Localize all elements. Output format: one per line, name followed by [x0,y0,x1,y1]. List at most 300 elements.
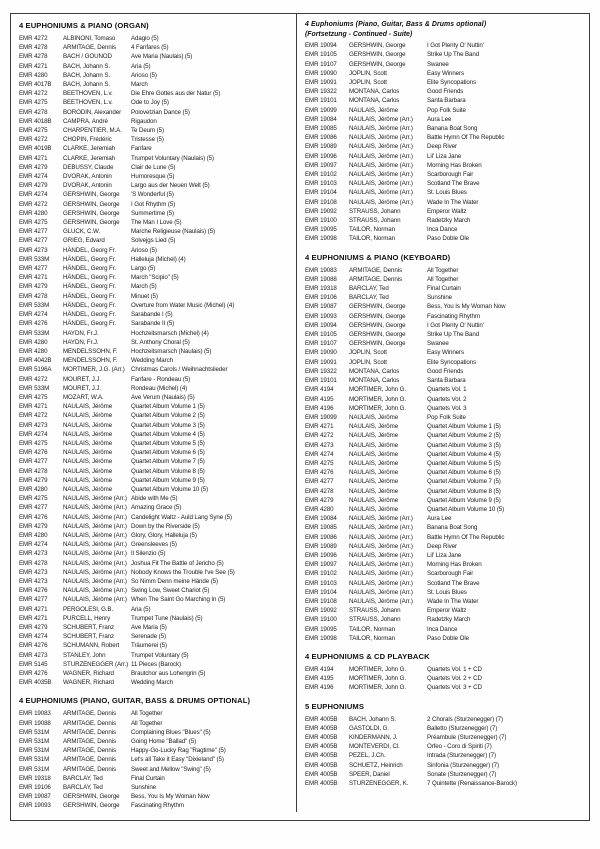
piece-title: Strike Up The Band [427,51,480,59]
piece-title: Quartets Vol. 2 + CD [427,675,482,683]
piece-title: Ave Maria (5) [131,624,167,631]
composer-name: SPEER, Daniel [349,770,390,778]
catalog-row [19,586,293,595]
emr-number: EMR 19086 [305,533,337,541]
catalog-row [19,393,293,402]
emr-number: EMR 19096 [305,152,337,160]
emr-number: EMR 4275 [305,459,334,467]
catalog-row [305,505,583,514]
emr-number: EMR 4275 [19,439,48,447]
catalog-row [305,60,583,69]
catalog-row [305,133,583,142]
piece-title: Wedding March [131,357,173,365]
piece-title: Sarabande I (5) [131,311,173,319]
catalog-row [19,338,293,347]
piece-title: Il Silenzio (5) [131,550,166,558]
emr-number: EMR 19086 [305,134,337,142]
right-column [305,19,583,788]
catalog-row [19,154,293,163]
piece-title: Good Friends [427,88,464,96]
emr-number: EMR 19101 [305,97,337,105]
emr-number: EMR 4274 [19,541,48,549]
catalog-row [19,801,293,810]
piece-title: St. Louis Blues [427,189,467,197]
composer-name: TAILOR, Norman [349,634,395,642]
section-rows [305,266,583,643]
catalog-row [305,724,583,733]
catalog-row [19,402,293,411]
emr-number: EMR 4279 [19,283,48,291]
composer-name: NAULAIS, Jérôme (Arr.) [63,531,127,539]
piece-title: Balletto (Sturzenegger) (7) [427,724,498,732]
catalog-row [19,457,293,466]
composer-name: NAULAIS, Jérôme [349,441,399,449]
catalog-row [305,560,583,569]
piece-title: Quartets Vol. 2 [427,395,467,403]
page-frame [10,13,590,821]
catalog-row [19,292,293,301]
composer-name: HÄNDEL, Georg Fr. [63,283,116,291]
emr-number: EMR 4277 [19,228,48,236]
composer-name: HÄNDEL, Georg Fr. [63,246,116,254]
catalog-row [305,523,583,532]
emr-number: EMR 4273 [19,550,48,558]
piece-title: Banana Boat Song [427,125,478,133]
emr-number: EMR 19084 [305,115,337,123]
emr-number: EMR 4276 [19,670,48,678]
catalog-row [305,606,583,615]
piece-title: Lil' Liza Jane [427,152,462,160]
emr-number: EMR 4276 [19,642,48,650]
piece-title: Quartet Album Volume 1 (5) [427,423,501,431]
piece-title: Te Deum (5) [131,127,164,135]
piece-title: All Together [131,719,163,727]
composer-name: MORTIMER, John G. [349,684,406,692]
catalog-row [19,347,293,356]
composer-name: MORTIMER, John G. [349,395,406,403]
emr-number: EMR 4195 [305,675,334,683]
composer-name: MORTIMER, John G. [349,665,406,673]
piece-title: Quartets Vol. 3 [427,404,467,412]
catalog-row [19,623,293,632]
catalog-row [19,632,293,641]
section-title: 5 EUPHONIUMS [305,701,365,711]
piece-title: Abide with Me (5) [131,495,178,503]
composer-name: GERSHWIN, George [63,802,120,810]
piece-title: Quartet Album Volume 7 (5) [131,458,205,466]
composer-name: MONTANA, Carlos [349,88,400,96]
emr-number: EMR 4280 [19,531,48,539]
piece-title: Serenade (5) [131,633,166,641]
composer-name: STRAUSS, Johann [349,607,401,615]
catalog-row [19,255,293,264]
piece-title: Quartet Album Volume 10 (5) [427,505,505,513]
catalog-row [19,98,293,107]
emr-number: EMR 19106 [305,294,337,302]
piece-title: Quartet Album Volume 6 (5) [427,469,501,477]
emr-number: EMR 19097 [305,161,337,169]
catalog-row [19,651,293,660]
catalog-section [305,702,583,789]
catalog-row [305,634,583,643]
composer-name: NAULAIS, Jérôme (Arr.) [349,161,413,169]
catalog-row [19,181,293,190]
emr-number: EMR 19100 [305,217,337,225]
emr-number: EMR 4274 [19,633,48,641]
composer-name: ARMITAGE, Dennis [63,710,116,718]
piece-title: Complaining Blues "Blues" (5) [131,728,211,736]
catalog-row [305,170,583,179]
piece-title: Trumpet Voluntary (Naulais) (5) [131,154,214,162]
catalog-row [19,678,293,687]
piece-title: Emperor Waltz [427,607,467,615]
emr-number: EMR 4273 [19,246,48,254]
emr-number: EMR 4035B [19,679,52,687]
composer-name: HÄNDEL, Georg Fr. [63,301,116,309]
composer-name: JOPLIN, Scott [349,69,387,77]
catalog-row [305,514,583,523]
composer-name: GERSHWIN, George [63,191,120,199]
piece-title: Paso Doble Ole [427,235,469,243]
piece-title: March (5) [131,283,157,291]
emr-number: EMR 5145 [19,660,48,668]
piece-title: Happy-Go-Lucky Rag "Ragtime" (5) [131,747,226,755]
emr-number: EMR 4274 [305,450,334,458]
emr-number: EMR 4005B [305,752,338,760]
section-title: 4 EUPHONIUMS & CD PLAYBACK [305,651,430,661]
composer-name: GERSHWIN, George [63,209,120,217]
emr-number: EMR 19108 [305,597,337,605]
catalog-row [305,683,583,692]
piece-title: Amazing Grace (5) [131,504,182,512]
composer-name: GASTOLDI, G. [349,724,389,732]
piece-title: Sinfonia (Sturzenegger) (7) [427,761,499,769]
emr-number: EMR 19101 [305,377,337,385]
composer-name: NAULAIS, Jérôme (Arr.) [349,561,413,569]
catalog-row [19,792,293,801]
catalog-row [19,559,293,568]
composer-name: MORTIMER, John G. [349,404,406,412]
composer-name: ARMITAGE, Dennis [63,719,116,727]
catalog-row [305,330,583,339]
emr-number: EMR 19085 [305,125,337,133]
catalog-row [19,264,293,273]
emr-number: EMR 4271 [19,274,48,282]
catalog-row [19,755,293,764]
piece-title: Summertime (5) [131,209,174,217]
composer-name: JOPLIN, Scott [349,79,387,86]
section-title: 4 EUPHONIUMS & PIANO (KEYBOARD) [305,252,451,262]
piece-title: Easy Winners [427,349,464,357]
piece-title: Quartet Album Volume 7 (5) [427,478,501,486]
piece-title: Deep River [427,542,457,550]
emr-number: EMR 19090 [305,349,337,357]
composer-name: STURZENEGGER, K. [349,780,409,788]
composer-name: ARMITAGE, Dennis [63,728,116,736]
piece-title: I Got Rhythm (5) [131,200,176,208]
catalog-row [19,218,293,227]
emr-number: EMR 4271 [19,605,48,613]
emr-number: EMR 4274 [19,191,48,199]
piece-title: Strike Up The Band [427,331,480,339]
composer-name: NAULAIS, Jérôme [349,106,399,114]
emr-number: EMR 19102 [305,171,337,179]
catalog-row [19,43,293,52]
emr-number: EMR 531M [19,756,50,764]
catalog-row [19,660,293,669]
catalog-row [305,733,583,742]
emr-number: EMR 4196 [305,404,334,412]
emr-number: EMR 4194 [305,665,334,673]
piece-title: Arioso (5) [131,246,157,254]
composer-name: NAULAIS, Jérôme [349,432,399,440]
catalog-row [19,485,293,494]
emr-number: EMR 4275 [19,495,48,503]
catalog-row [19,375,293,384]
composer-name: NAULAIS, Jérôme [349,487,399,495]
piece-title: Overture from Water Music (Michel) (4) [131,301,235,309]
composer-name: SCHUETZ, Heinrich [349,761,403,769]
emr-number: EMR 4005B [305,780,338,788]
emr-number: EMR 19104 [305,189,337,197]
piece-title: Quartet Album Volume 3 (5) [427,441,501,449]
emr-number: EMR 4280 [305,505,334,513]
catalog-row [19,513,293,522]
composer-name: NAULAIS, Jérôme (Arr.) [349,143,413,151]
composer-name: HÄNDEL, Georg Fr. [63,292,116,300]
composer-name: KINDERMANN, J. [349,734,398,741]
emr-number: EMR 4005B [305,734,338,741]
composer-name: MORTIMER, J.G. (Arr.) [63,366,125,374]
section-title: 4 EUPHONIUMS (PIANO, GUITAR, BASS & DRUMS OPTIONAL) [19,696,251,706]
catalog-row [305,50,583,59]
emr-number: EMR 4005B [305,770,338,778]
section-rows [19,34,293,687]
emr-number: EMR 19085 [305,524,337,532]
piece-title: Ave Maria (Naulais) (5) [131,53,193,61]
piece-title: Wade In The Water [427,597,479,605]
catalog-row [305,761,583,770]
piece-title: Quartet Album Volume 4 (5) [131,430,205,438]
emr-number: EMR 4279 [19,163,48,171]
piece-title: Scotland The Brave [427,579,480,587]
piece-title: Bess, You Is My Woman Now [427,303,506,311]
section-title: 4 EUPHONIUMS & PIANO (ORGAN) [19,21,149,30]
piece-title: Hochzeitsmarsch (Michel) (4) [131,329,209,337]
catalog-row [19,209,293,218]
composer-name: STRAUSS, Johann [349,207,401,215]
piece-title: St. Louis Blues [427,588,467,596]
catalog-row [19,356,293,365]
piece-title: Préambule (Sturzenegger) (7) [427,734,507,741]
piece-title: Humoresque (5) [131,173,175,181]
emr-number: EMR 4276 [19,587,48,595]
catalog-row [305,665,583,674]
composer-name: ARMITAGE, Dennis [63,756,116,764]
piece-title: St. Anthony Choral (5) [131,338,190,346]
catalog-row [305,770,583,779]
catalog-row [305,404,583,413]
composer-name: GERSHWIN, George [349,331,406,339]
emr-number: EMR 19091 [305,79,337,86]
piece-title: Quartet Album Volume 3 (5) [131,421,205,429]
emr-number: EMR 531M [19,765,50,773]
piece-title: Pop Folk Suite [427,413,466,421]
composer-name: NAULAIS, Jérôme (Arr.) [349,524,413,532]
piece-title: March "Scipio" (5) [131,274,179,282]
emr-number: EMR 4278 [19,108,48,116]
composer-name: GERSHWIN, George [349,303,406,311]
catalog-row [305,216,583,225]
emr-number: EMR 19103 [305,180,337,188]
piece-title: Scotland The Brave [427,180,480,188]
composer-name: MONTEVERDI, Cl. [349,743,400,751]
piece-title: Elite Syncopations [427,358,477,366]
piece-title: Tristesse (5) [131,136,164,144]
piece-title: Swing Low, Sweet Chariot (5) [131,587,210,595]
catalog-row [19,144,293,153]
composer-name: BARCLAY, Ted [349,285,389,293]
piece-title: Rondeau (Michel) (4) [131,384,188,392]
piece-title: So Nimm Denn meine Hände (5) [131,577,218,585]
catalog-row [305,459,583,468]
composer-name: NAULAIS, Jérôme (Arr.) [63,559,127,567]
composer-name: HAYDN, Fr.J. [63,338,99,346]
piece-title: Battle Hymn Of The Republic [427,134,505,142]
composer-name: GLUCK, C.W. [63,228,101,236]
emr-number: EMR 4280 [19,347,48,355]
composer-name: NAULAIS, Jérôme [63,449,113,457]
emr-number: EMR 4017B [19,81,52,89]
piece-title: Elite Syncopations [427,79,477,86]
composer-name: GERSHWIN, George [63,793,120,801]
catalog-row [19,709,293,718]
piece-title: Quartet Album Volume 8 (5) [131,467,205,475]
composer-name: BACH, Johann S. [63,71,110,79]
composer-name: NAULAIS, Jérôme (Arr.) [349,579,413,587]
catalog-row [305,207,583,216]
catalog-row [19,227,293,236]
piece-title: The Man I Love (5) [131,219,182,227]
emr-number: EMR 4277 [19,596,48,604]
catalog-row [305,533,583,542]
piece-title: Greensleeves (5) [131,541,177,549]
composer-name: BACH, Johann S. [349,715,396,723]
composer-name: NAULAIS, Jérôme (Arr.) [349,570,413,578]
composer-name: GERSHWIN, George [349,340,406,348]
composer-name: MORTIMER, John G. [349,675,406,683]
piece-title: Santa Barbara [427,97,466,105]
piece-title: Quartets Vol. 3 + CD [427,684,482,692]
composer-name: HÄNDEL, Georg Fr. [63,265,116,273]
catalog-row [19,365,293,374]
catalog-row [19,494,293,503]
composer-name: HAYDN, Fr.J. [63,329,99,337]
catalog-row [19,430,293,439]
catalog-row [19,411,293,420]
catalog-row [305,376,583,385]
catalog-row [305,542,583,551]
composer-name: SCHUBERT, Franz [63,633,114,641]
piece-title: Quartet Album Volume 4 (5) [427,450,501,458]
catalog-row [19,126,293,135]
catalog-row [19,62,293,71]
emr-number: EMR 4279 [19,522,48,530]
catalog-row [19,80,293,89]
catalog-row [19,273,293,282]
piece-title: Scarborough Fair [427,171,474,179]
composer-name: CHOPIN, Frédéric [63,136,112,144]
piece-title: Adagio (5) [131,35,159,42]
piece-title: Christmas Carols / Weihnachtslieder [131,366,228,374]
emr-number: EMR 19088 [305,275,337,283]
piece-title: Orfeo - Coro di Spiriti (7) [427,743,492,751]
catalog-row [19,236,293,245]
section-subtitle: (Fortsetzung - Continued - Suite) [305,30,413,38]
piece-title: March [131,81,148,89]
catalog-section [19,21,293,687]
piece-title: Sunshine [131,784,157,792]
composer-name: BARCLAY, Ted [63,774,103,782]
composer-name: GERSHWIN, George [349,42,406,50]
composer-name: GERSHWIN, George [349,60,406,68]
emr-number: EMR 4271 [305,423,334,431]
catalog-row [305,779,583,788]
piece-title: 2 Chorals (Sturzenegger) (7) [427,715,503,723]
piece-title: Brautchor aus Lohengrin (5) [131,670,206,678]
piece-title: Quartet Album Volume 8 (5) [427,487,501,495]
emr-number: EMR 4280 [19,485,48,493]
composer-name: NAULAIS, Jérôme [63,458,113,466]
composer-name: JOPLIN, Scott [349,349,387,357]
catalog-row [19,522,293,531]
emr-number: EMR 533M [19,329,50,337]
piece-title: Sweet and Mellow "Swing" (5) [131,765,211,773]
catalog-row [305,674,583,683]
emr-number: EMR 4005B [305,724,338,732]
emr-number: EMR 19104 [305,588,337,596]
catalog-row [305,569,583,578]
composer-name: NAULAIS, Jérôme (Arr.) [349,125,413,133]
emr-number: EMR 4278 [19,559,48,567]
composer-name: WAGNER, Richard [63,679,114,687]
emr-number: EMR 4277 [305,478,334,486]
emr-number: EMR 19083 [19,710,51,718]
catalog-row [305,579,583,588]
emr-number: EMR 4275 [19,127,48,135]
piece-title: Banana Boat Song [427,524,478,532]
catalog-row [305,106,583,115]
emr-number: EMR 19102 [305,570,337,578]
emr-number: EMR 4280 [19,338,48,346]
catalog-row [19,476,293,485]
catalog-row [305,284,583,293]
composer-name: BACH / GOUNOD [63,53,112,61]
emr-number: EMR 4005B [305,715,338,723]
emr-number: EMR 4278 [19,44,48,52]
composer-name: GERSHWIN, George [349,312,406,320]
piece-title: 7 Quintette (Renaissance-Barock) [427,780,517,788]
emr-number: EMR 4274 [19,311,48,319]
composer-name: HÄNDEL, Georg Fr. [63,311,116,319]
emr-number: EMR 4194 [305,386,334,394]
composer-name: NAULAIS, Jérôme (Arr.) [349,115,413,123]
composer-name: BARCLAY, Ted [349,294,389,302]
emr-number: EMR 19093 [305,312,337,320]
composer-name: NAULAIS, Jérôme (Arr.) [63,541,127,549]
section-rows [305,41,583,243]
piece-title: Largo (5) [131,265,156,273]
